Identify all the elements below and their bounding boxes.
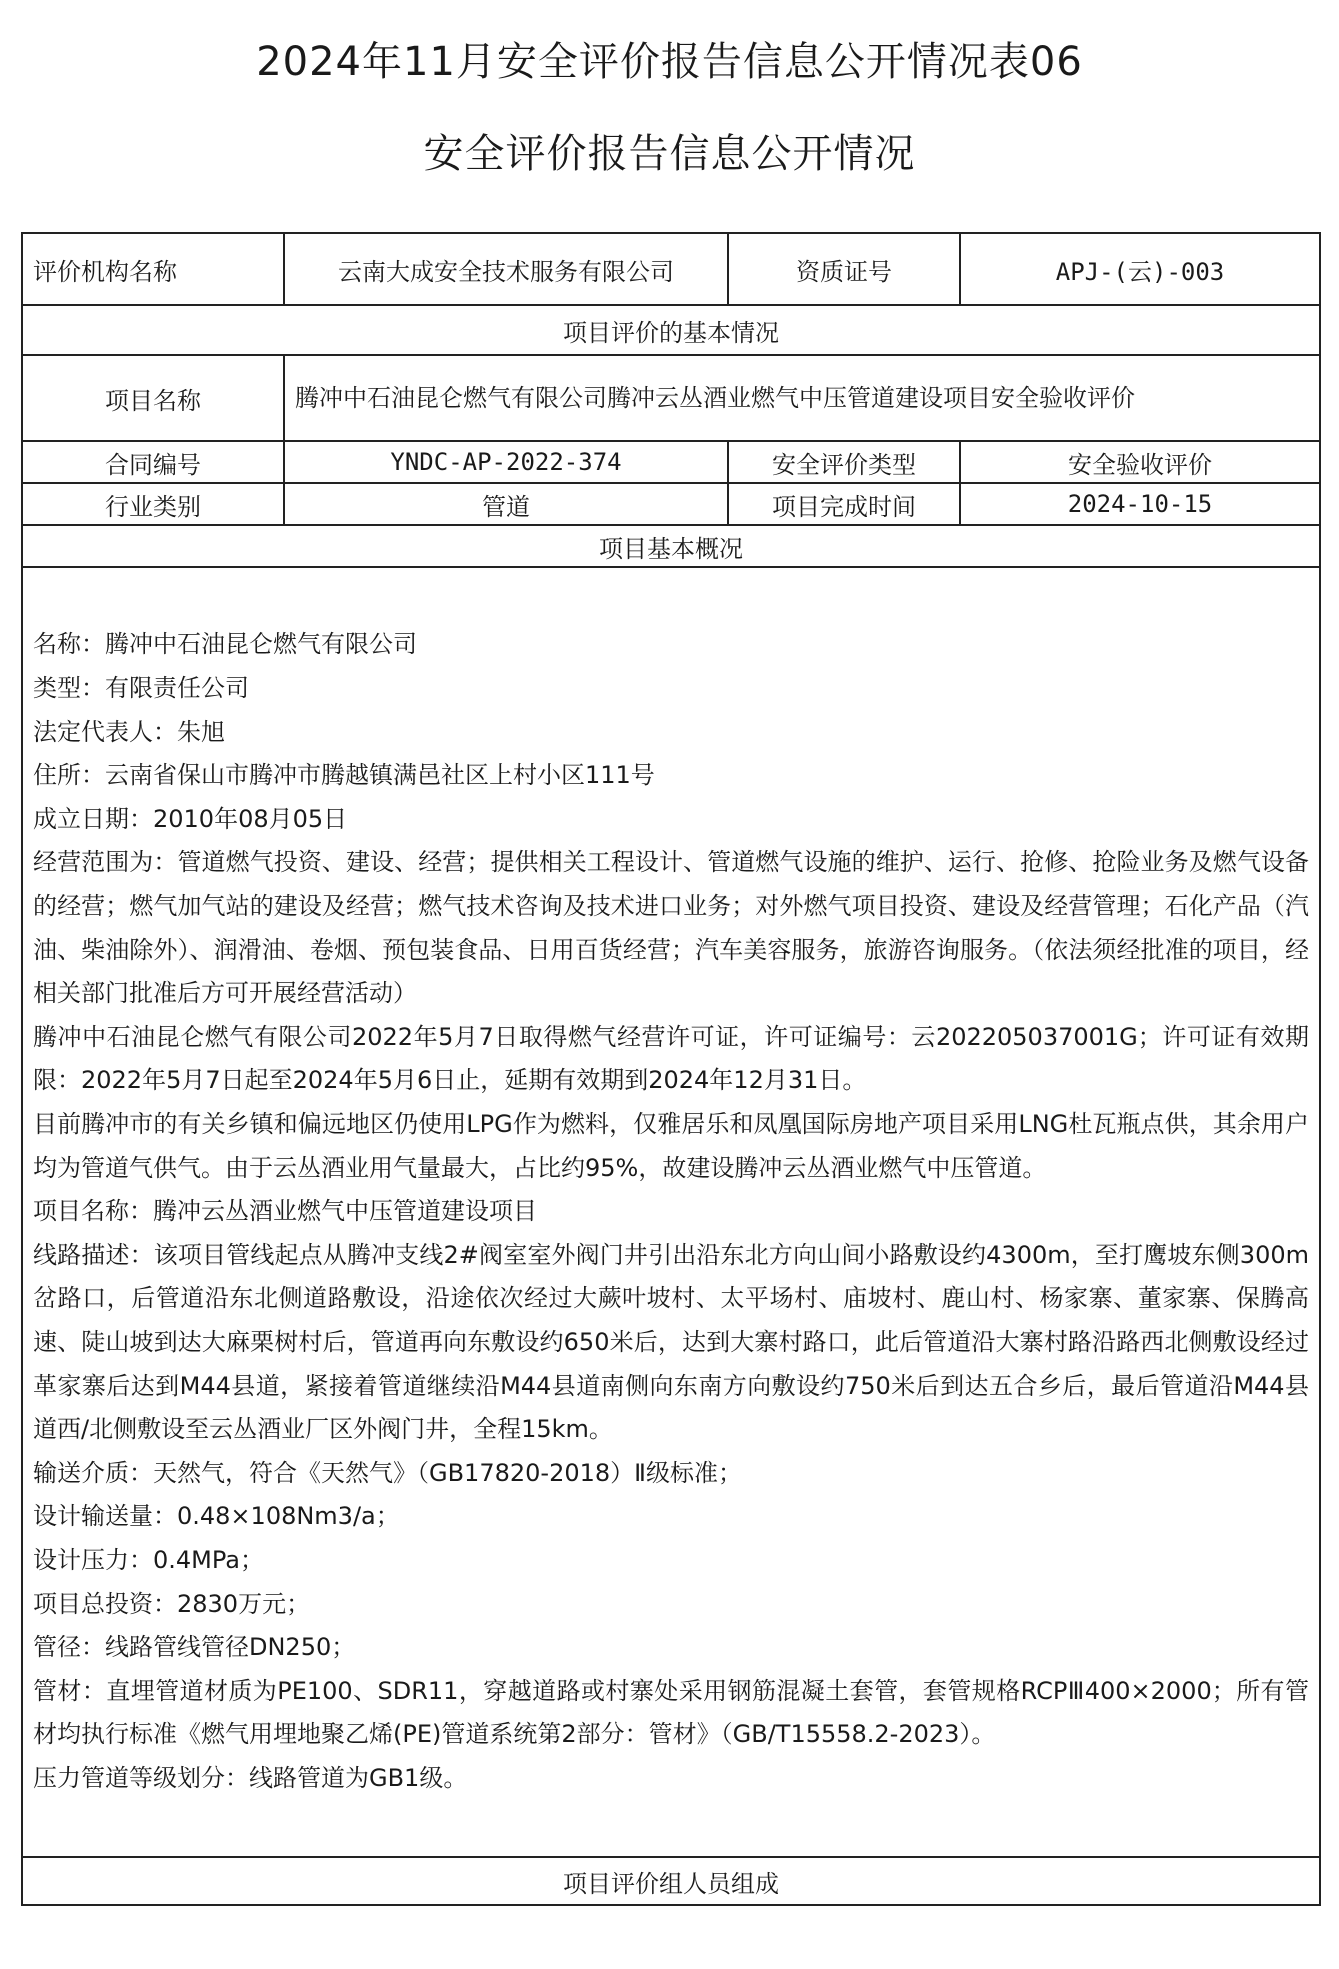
- license-text: 腾冲中石油昆仑燃气有限公司2022年5月7日取得燃气经营许可证，许可证编号：云202205037001G；许可证有效期限：2022年5月7日起至2024年5月6日止，延期有效期到2024年12月31日。: [33, 1022, 1309, 1095]
- project-name-label: 项目名称: [22, 355, 284, 441]
- company-name-line: 名称：腾冲中石油昆仑燃气有限公司: [33, 630, 417, 659]
- eval-type-label: 安全评价类型: [728, 441, 960, 483]
- document-title: 2024年11月安全评价报告信息公开情况表06: [256, 39, 1083, 85]
- industry-value: 管道: [284, 483, 728, 525]
- overview-section-header: 项目基本概况: [22, 525, 1320, 567]
- pressure-grade-line: 压力管道等级划分：线路管道为GB1级。: [33, 1763, 468, 1792]
- project-name-value: 腾冲中石油昆仑燃气有限公司腾冲云丛酒业燃气中压管道建设项目安全验收评价: [284, 355, 1320, 441]
- route-description-text: 线路描述：该项目管线起点从腾冲支线2#阀室室外阀门井引出沿东北方向山间小路敷设约4300m，至打鹰坡东侧300m岔路口，后管道沿东北侧道路敷设，沿途依次经过大蕨叶坡村、太平场村、庙坡村、鹿山村、杨家寨、董家寨、保腾高速、陡山坡到达大麻栗树村后，管道再向东敷设约650米后，达到大寨村路口，此后管道沿大寨村路沿路西北侧敷设经过革家寨后达到M44县道，紧接着管道继续沿M44县道南侧向东南方向敷设约750米后到达五合乡后，最后管道沿M44县道西/北侧敷设至云丛酒业厂区外阀门井，全程15km。: [33, 1240, 1309, 1444]
- design-pressure-line: 设计压力：0.4MPa；: [33, 1545, 264, 1574]
- contract-label: 合同编号: [22, 441, 284, 483]
- industry-row: [22, 483, 1320, 525]
- contract-value: YNDC-AP-2022-374: [284, 441, 728, 483]
- cert-value: APJ-(云)-003: [960, 233, 1320, 305]
- company-type-line: 类型：有限责任公司: [33, 674, 249, 703]
- address-line: 住所：云南省保山市腾冲市腾越镇满邑社区上村小区111号: [33, 761, 655, 790]
- overview-section-row: [22, 525, 1320, 567]
- business-scope-text: 经营范围为：管道燃气投资、建设、经营；提供相关工程设计、管道燃气设施的维护、运行、抢修、抢险业务及燃气设备的经营；燃气加气站的建设及经营；燃气技术咨询及技术进口业务；对外燃气项目投资、建设及经营管理；石化产品（汽油、柴油除外）、润滑油、卷烟、预包装食品、日用百货经营；汽车美容服务，旅游咨询服务。（依法须经批准的项目，经相关部门批准后方可开展经营活动）: [33, 848, 1309, 1008]
- contract-row: [22, 441, 1320, 483]
- founded-line: 成立日期：2010年08月05日: [33, 804, 348, 833]
- team-section-header: 项目评价组人员组成: [22, 1857, 1320, 1905]
- eval-type-value: 安全验收评价: [960, 441, 1320, 483]
- design-volume-line: 设计输送量：0.48×108Nm3/a；: [33, 1502, 400, 1531]
- legal-rep-line: 法定代表人：朱旭: [33, 717, 225, 746]
- industry-label: 行业类别: [22, 483, 284, 525]
- overview-body-row: [22, 567, 1320, 1857]
- total-investment-line: 项目总投资：2830万元；: [33, 1589, 311, 1618]
- team-section-row: [22, 1857, 1320, 1905]
- org-row: [22, 233, 1320, 305]
- basic-section-header: 项目评价的基本情况: [22, 305, 1320, 355]
- project-name-row: [22, 355, 1320, 441]
- pipe-material-text: 管材：直埋管道材质为PE100、SDR11，穿越道路或村寨处采用钢筋混凝土套管，套管规格RCPⅢ400×2000；所有管材均执行标准《燃气用埋地聚乙烯(PE)管道系统第2部分：管材》（GB/T15558.2-2023）。: [33, 1676, 1309, 1749]
- finish-time-value: 2024-10-15: [960, 483, 1320, 525]
- org-name-value: 云南大成安全技术服务有限公司: [284, 233, 728, 305]
- document-subtitle: 安全评价报告信息公开情况: [423, 131, 916, 177]
- project-name-line: 项目名称：腾冲云丛酒业燃气中压管道建设项目: [33, 1197, 537, 1226]
- pipe-diameter-line: 管径：线路管线管径DN250；: [33, 1633, 356, 1662]
- basic-section-row: [22, 305, 1320, 355]
- medium-line: 输送介质：天然气，符合《天然气》（GB17820-2018）Ⅱ级标准；: [33, 1458, 742, 1487]
- org-name-label: 评价机构名称: [22, 233, 284, 305]
- cert-label: 资质证号: [728, 233, 960, 305]
- disclosure-table: [21, 232, 1321, 1906]
- finish-time-label: 项目完成时间: [728, 483, 960, 525]
- current-status-text: 目前腾冲市的有关乡镇和偏远地区仍使用LPG作为燃料，仅雅居乐和凤凰国际房地产项目采用LNG杜瓦瓶点供，其余用户均为管道气供气。由于云丛酒业用气量最大，占比约95%，故建设腾冲云丛酒业燃气中压管道。: [33, 1110, 1309, 1182]
- overview-body: [22, 567, 1320, 1857]
